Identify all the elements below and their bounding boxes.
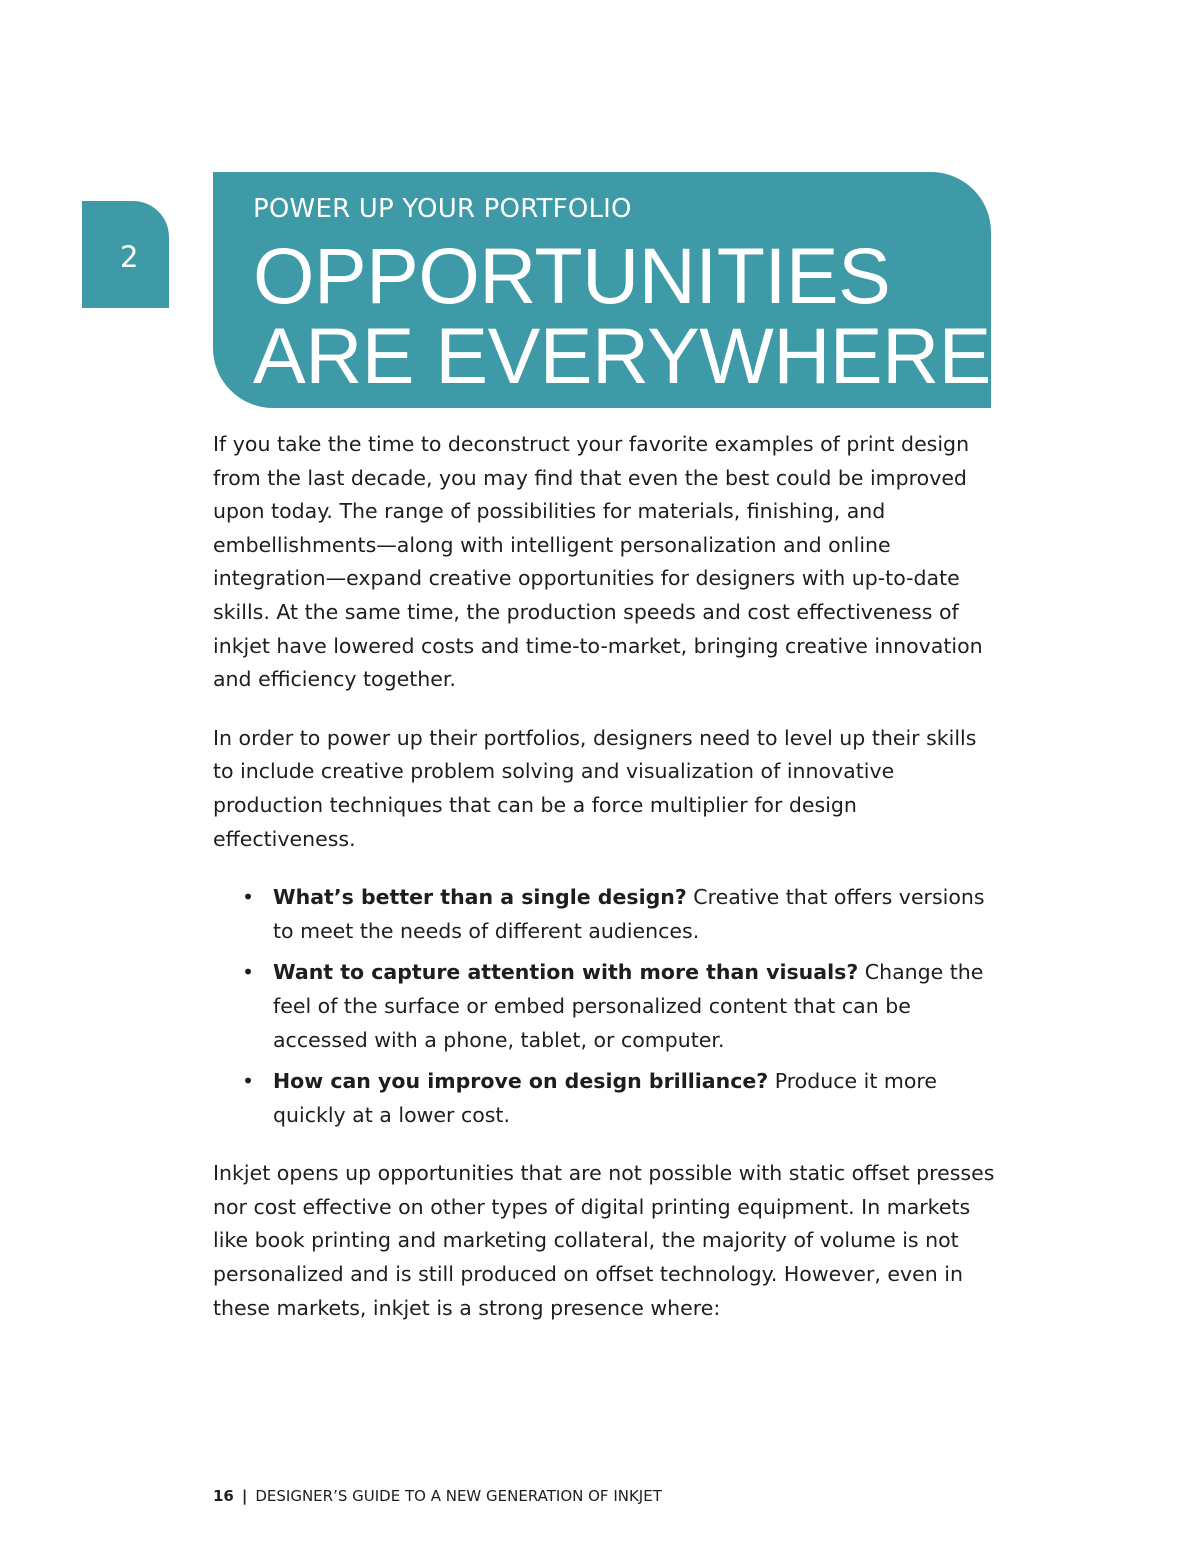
bullet-lead: How can you improve on design brilliance? bbox=[273, 1069, 769, 1094]
bullet-text: Produce it more quickly at a lower cost. bbox=[273, 1069, 937, 1127]
bullet-list bbox=[213, 881, 1003, 1132]
headline-line-2: ARE EVERYWHERE bbox=[253, 311, 991, 400]
section-kicker: POWER UP YOUR PORTFOLIO bbox=[253, 194, 632, 224]
paragraph-skills: In order to power up their portfolios, designers need to level up their skills to include creative problem solving and visualization of innovative production techniques that can be a force multiplier for design effectiveness. bbox=[213, 725, 977, 851]
bullet-icon: • bbox=[242, 885, 255, 910]
section-banner bbox=[213, 172, 991, 408]
page-footer bbox=[213, 1486, 662, 1506]
paragraph-inkjet: Inkjet opens up opportunities that are not possible with static offset presses nor cost effective on other types of digital printing equipment. In markets like book printing and marketing collateral, the majority of volume is not personalized and is still produced on offset technology. However, even in these markets, inkjet is a strong presence where: bbox=[213, 1161, 995, 1320]
list-item bbox=[242, 1065, 1003, 1132]
bullet-text: Creative that offers versions to meet the needs of different audiences. bbox=[273, 885, 985, 943]
bullet-lead: What’s better than a single design? bbox=[273, 885, 687, 910]
paragraph-intro: If you take the time to deconstruct your favorite examples of print design from the last decade, you may find that even the best could be improved upon today. The range of possibilities for materials, finishing, and embellishments—along with intelligent personalization and online integration—expand creative opportunities for designers with up-to-date skills. At the same time, the production speeds and cost effectiveness of inkjet have lowered costs and time-to-market, bringing creative innovation and efficiency together. bbox=[213, 432, 983, 692]
page-number: 16 bbox=[213, 1487, 234, 1505]
list-item bbox=[242, 881, 1003, 948]
bullet-text: Change the feel of the surface or embed personalized content that can be accessed with a phone, tablet, or computer. bbox=[273, 960, 984, 1052]
section-headline bbox=[253, 231, 991, 400]
bullet-icon: • bbox=[242, 1069, 255, 1094]
body-content bbox=[213, 428, 1003, 1350]
footer-separator: | bbox=[241, 1487, 248, 1505]
headline-line-1: OPPORTUNITIES bbox=[253, 231, 891, 320]
bullet-icon: • bbox=[242, 960, 255, 985]
list-item bbox=[242, 956, 1003, 1057]
publication-title: DESIGNER’S GUIDE TO A NEW GENERATION OF INKJET bbox=[255, 1487, 662, 1505]
chapter-number: 2 bbox=[120, 240, 139, 274]
bullet-lead: Want to capture attention with more than visuals? bbox=[273, 960, 859, 985]
chapter-number-tab bbox=[82, 201, 169, 308]
